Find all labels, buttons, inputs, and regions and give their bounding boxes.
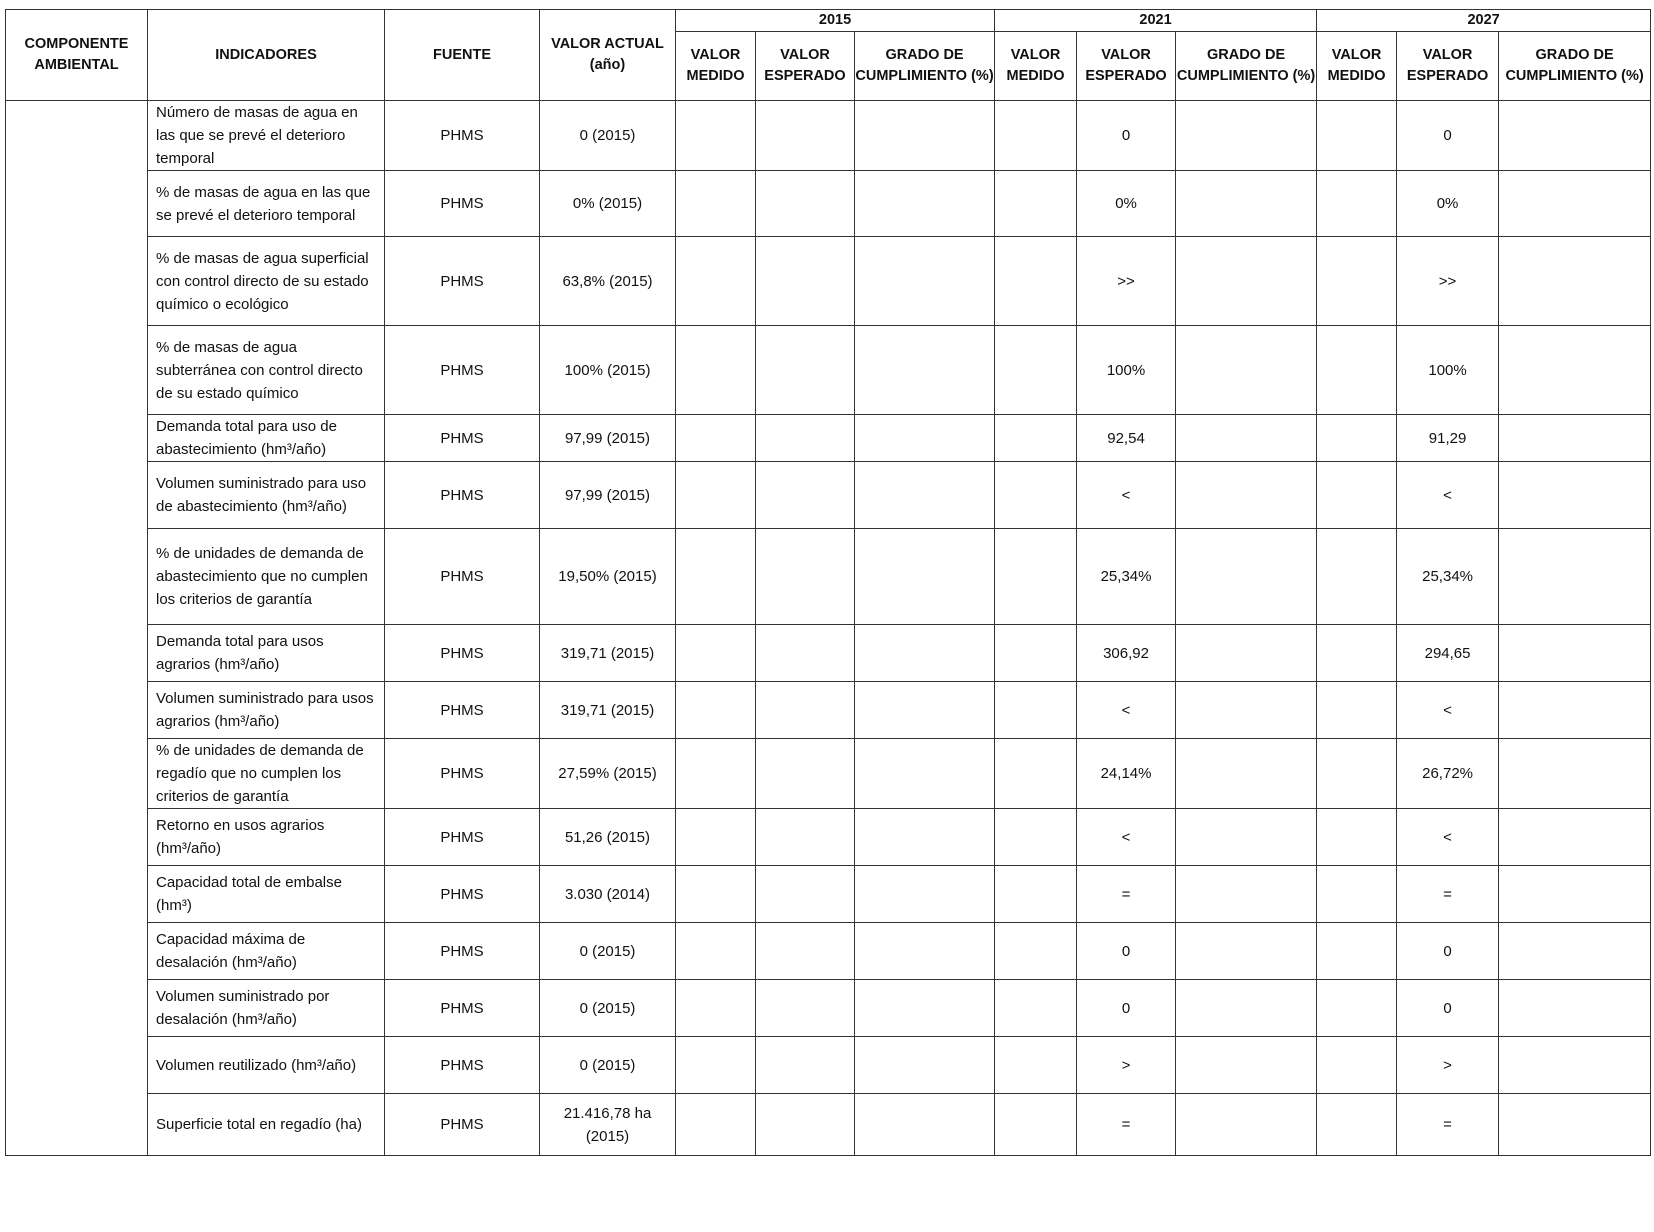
cell-2015-esperado	[756, 237, 855, 326]
header-year-2027: 2027	[1317, 10, 1651, 32]
cell-indicador: Número de masas de agua en las que se prevé el deterioro temporal	[148, 101, 385, 171]
cell-2027-esperado: 26,72%	[1397, 739, 1499, 809]
cell-2021-medido	[995, 171, 1077, 237]
cell-indicador: Demanda total para usos agrarios (hm³/año)	[148, 625, 385, 682]
cell-2015-grado	[855, 101, 995, 171]
cell-2015-esperado	[756, 1037, 855, 1094]
cell-2021-medido	[995, 866, 1077, 923]
cell-2015-esperado	[756, 529, 855, 625]
cell-2021-esperado: >	[1077, 1037, 1176, 1094]
cell-2015-medido	[676, 866, 756, 923]
cell-2027-medido	[1317, 237, 1397, 326]
cell-indicador: Volumen suministrado para uso de abastecimiento (hm³/año)	[148, 462, 385, 529]
cell-2027-medido	[1317, 866, 1397, 923]
header-grado-cumplimiento: GRADO DE CUMPLIMIENTO (%)	[855, 32, 995, 101]
cell-2027-grado	[1499, 1094, 1651, 1156]
cell-fuente: PHMS	[385, 101, 540, 171]
cell-2027-medido	[1317, 462, 1397, 529]
header-valor-esperado: VALOR ESPERADO	[1397, 32, 1499, 101]
cell-2027-medido	[1317, 625, 1397, 682]
cell-valor-actual: 0 (2015)	[540, 980, 676, 1037]
cell-2027-grado	[1499, 237, 1651, 326]
cell-2027-esperado: 91,29	[1397, 415, 1499, 462]
cell-2015-esperado	[756, 625, 855, 682]
cell-valor-actual: 319,71 (2015)	[540, 625, 676, 682]
cell-2015-medido	[676, 1094, 756, 1156]
table-row	[6, 1094, 1651, 1156]
cell-2027-medido	[1317, 415, 1397, 462]
cell-fuente: PHMS	[385, 415, 540, 462]
cell-2021-medido	[995, 682, 1077, 739]
cell-valor-actual: 51,26 (2015)	[540, 809, 676, 866]
cell-fuente: PHMS	[385, 237, 540, 326]
cell-2015-esperado	[756, 866, 855, 923]
cell-fuente: PHMS	[385, 1094, 540, 1156]
cell-2021-esperado: 306,92	[1077, 625, 1176, 682]
table-row	[6, 923, 1651, 980]
cell-2015-medido	[676, 101, 756, 171]
cell-2021-medido	[995, 1094, 1077, 1156]
cell-componente	[6, 101, 148, 1156]
cell-2015-medido	[676, 682, 756, 739]
cell-2027-esperado: 100%	[1397, 326, 1499, 415]
cell-2021-grado	[1176, 1037, 1317, 1094]
cell-2021-medido	[995, 625, 1077, 682]
cell-2015-esperado	[756, 462, 855, 529]
cell-2027-grado	[1499, 682, 1651, 739]
cell-indicador: % de unidades de demanda de regadío que no cumplen los criterios de garantía	[148, 739, 385, 809]
table-row	[6, 682, 1651, 739]
cell-2021-medido	[995, 1037, 1077, 1094]
cell-indicador: Volumen reutilizado (hm³/año)	[148, 1037, 385, 1094]
cell-2021-medido	[995, 326, 1077, 415]
cell-2015-grado	[855, 866, 995, 923]
cell-valor-actual: 97,99 (2015)	[540, 462, 676, 529]
cell-2021-medido	[995, 462, 1077, 529]
cell-2021-grado	[1176, 462, 1317, 529]
cell-2021-medido	[995, 923, 1077, 980]
cell-2015-medido	[676, 171, 756, 237]
cell-2027-grado	[1499, 625, 1651, 682]
cell-2027-esperado: <	[1397, 809, 1499, 866]
cell-2015-esperado	[756, 980, 855, 1037]
cell-2015-medido	[676, 980, 756, 1037]
cell-2021-esperado: <	[1077, 462, 1176, 529]
cell-fuente: PHMS	[385, 625, 540, 682]
cell-fuente: PHMS	[385, 529, 540, 625]
cell-2015-esperado	[756, 923, 855, 980]
cell-2027-grado	[1499, 462, 1651, 529]
cell-2027-esperado: 25,34%	[1397, 529, 1499, 625]
cell-2021-medido	[995, 809, 1077, 866]
cell-2015-medido	[676, 529, 756, 625]
cell-2015-medido	[676, 462, 756, 529]
cell-2015-grado	[855, 529, 995, 625]
cell-2015-esperado	[756, 739, 855, 809]
cell-2027-medido	[1317, 980, 1397, 1037]
table-row	[6, 809, 1651, 866]
cell-2027-grado	[1499, 923, 1651, 980]
cell-valor-actual: 100% (2015)	[540, 326, 676, 415]
cell-valor-actual: 0% (2015)	[540, 171, 676, 237]
cell-2027-esperado: <	[1397, 682, 1499, 739]
header-grado-cumplimiento: GRADO DE CUMPLIMIENTO (%)	[1176, 32, 1317, 101]
cell-indicador: Retorno en usos agrarios (hm³/año)	[148, 809, 385, 866]
cell-2015-grado	[855, 625, 995, 682]
table-row	[6, 326, 1651, 415]
header-valor-medido: VALOR MEDIDO	[1317, 32, 1397, 101]
cell-2021-esperado: <	[1077, 682, 1176, 739]
cell-2021-grado	[1176, 809, 1317, 866]
cell-2027-grado	[1499, 415, 1651, 462]
cell-2015-grado	[855, 326, 995, 415]
cell-2021-grado	[1176, 923, 1317, 980]
cell-indicador: % de masas de agua subterránea con control directo de su estado químico	[148, 326, 385, 415]
header-valor-actual: VALOR ACTUAL (año)	[540, 10, 676, 101]
cell-2015-medido	[676, 415, 756, 462]
cell-2027-medido	[1317, 326, 1397, 415]
cell-valor-actual: 0 (2015)	[540, 923, 676, 980]
cell-valor-actual: 0 (2015)	[540, 101, 676, 171]
cell-2021-esperado: 0	[1077, 980, 1176, 1037]
cell-2015-grado	[855, 980, 995, 1037]
cell-2027-esperado: 0	[1397, 101, 1499, 171]
cell-2021-grado	[1176, 237, 1317, 326]
cell-indicador: % de masas de agua superficial con control directo de su estado químico o ecológico	[148, 237, 385, 326]
header-fuente: FUENTE	[385, 10, 540, 101]
cell-2015-grado	[855, 682, 995, 739]
table-row	[6, 739, 1651, 809]
table-row	[6, 529, 1651, 625]
cell-2021-grado	[1176, 625, 1317, 682]
cell-2015-grado	[855, 1037, 995, 1094]
cell-indicador: Capacidad máxima de desalación (hm³/año)	[148, 923, 385, 980]
cell-2027-grado	[1499, 1037, 1651, 1094]
table-row	[6, 171, 1651, 237]
cell-2021-grado	[1176, 980, 1317, 1037]
cell-2027-medido	[1317, 809, 1397, 866]
cell-indicador: Demanda total para uso de abastecimiento (hm³/año)	[148, 415, 385, 462]
cell-valor-actual: 63,8% (2015)	[540, 237, 676, 326]
cell-2021-esperado: <	[1077, 809, 1176, 866]
cell-2027-esperado: 0%	[1397, 171, 1499, 237]
cell-2021-medido	[995, 529, 1077, 625]
cell-2021-esperado: 92,54	[1077, 415, 1176, 462]
cell-2021-grado	[1176, 171, 1317, 237]
cell-valor-actual: 3.030 (2014)	[540, 866, 676, 923]
cell-2027-grado	[1499, 809, 1651, 866]
table-row	[6, 237, 1651, 326]
cell-2015-esperado	[756, 809, 855, 866]
cell-2021-esperado: 0%	[1077, 171, 1176, 237]
header-componente: COMPONENTE AMBIENTAL	[6, 10, 148, 101]
cell-2015-medido	[676, 326, 756, 415]
cell-valor-actual: 21.416,78 ha (2015)	[540, 1094, 676, 1156]
cell-2027-esperado: 0	[1397, 923, 1499, 980]
cell-fuente: PHMS	[385, 866, 540, 923]
cell-2015-medido	[676, 1037, 756, 1094]
cell-indicador: % de unidades de demanda de abastecimiento que no cumplen los criterios de garantía	[148, 529, 385, 625]
cell-2021-esperado: 25,34%	[1077, 529, 1176, 625]
cell-2021-esperado: >>	[1077, 237, 1176, 326]
cell-2015-medido	[676, 923, 756, 980]
cell-2027-grado	[1499, 980, 1651, 1037]
cell-2027-esperado: 294,65	[1397, 625, 1499, 682]
cell-2027-grado	[1499, 101, 1651, 171]
table-row	[6, 980, 1651, 1037]
cell-2027-esperado: >>	[1397, 237, 1499, 326]
cell-2015-esperado	[756, 326, 855, 415]
cell-2015-medido	[676, 739, 756, 809]
cell-2027-medido	[1317, 1094, 1397, 1156]
table-row	[6, 415, 1651, 462]
cell-indicador: % de masas de agua en las que se prevé el deterioro temporal	[148, 171, 385, 237]
cell-2027-esperado: =	[1397, 1094, 1499, 1156]
cell-2027-grado	[1499, 866, 1651, 923]
cell-2021-medido	[995, 739, 1077, 809]
cell-2015-esperado	[756, 682, 855, 739]
cell-2021-esperado: =	[1077, 1094, 1176, 1156]
cell-2027-medido	[1317, 923, 1397, 980]
header-valor-esperado: VALOR ESPERADO	[756, 32, 855, 101]
cell-fuente: PHMS	[385, 462, 540, 529]
header-valor-medido: VALOR MEDIDO	[995, 32, 1077, 101]
cell-2021-grado	[1176, 415, 1317, 462]
header-valor-esperado: VALOR ESPERADO	[1077, 32, 1176, 101]
cell-2021-grado	[1176, 529, 1317, 625]
cell-2015-esperado	[756, 415, 855, 462]
cell-2015-grado	[855, 171, 995, 237]
cell-2027-grado	[1499, 739, 1651, 809]
cell-2015-grado	[855, 462, 995, 529]
cell-2027-esperado: 0	[1397, 980, 1499, 1037]
header-year-2015: 2015	[676, 10, 995, 32]
table-row	[6, 101, 1651, 171]
cell-2021-grado	[1176, 326, 1317, 415]
cell-fuente: PHMS	[385, 739, 540, 809]
cell-2027-medido	[1317, 171, 1397, 237]
header-year-2021: 2021	[995, 10, 1317, 32]
cell-2027-grado	[1499, 171, 1651, 237]
cell-2021-grado	[1176, 682, 1317, 739]
cell-2015-medido	[676, 809, 756, 866]
cell-2027-medido	[1317, 1037, 1397, 1094]
cell-valor-actual: 319,71 (2015)	[540, 682, 676, 739]
cell-fuente: PHMS	[385, 326, 540, 415]
cell-2015-esperado	[756, 101, 855, 171]
cell-2021-medido	[995, 980, 1077, 1037]
cell-2021-medido	[995, 415, 1077, 462]
cell-2015-grado	[855, 415, 995, 462]
cell-2015-grado	[855, 923, 995, 980]
cell-indicador: Volumen suministrado por desalación (hm³/año)	[148, 980, 385, 1037]
cell-2027-medido	[1317, 101, 1397, 171]
cell-fuente: PHMS	[385, 980, 540, 1037]
cell-2021-grado	[1176, 739, 1317, 809]
cell-indicador: Capacidad total de embalse (hm³)	[148, 866, 385, 923]
cell-valor-actual: 19,50% (2015)	[540, 529, 676, 625]
cell-2015-grado	[855, 809, 995, 866]
cell-2015-medido	[676, 237, 756, 326]
cell-2021-esperado: 100%	[1077, 326, 1176, 415]
cell-2027-medido	[1317, 682, 1397, 739]
cell-2027-medido	[1317, 529, 1397, 625]
cell-fuente: PHMS	[385, 923, 540, 980]
cell-2027-esperado: >	[1397, 1037, 1499, 1094]
table-row	[6, 1037, 1651, 1094]
cell-2021-medido	[995, 101, 1077, 171]
cell-2015-esperado	[756, 171, 855, 237]
cell-valor-actual: 0 (2015)	[540, 1037, 676, 1094]
cell-2021-esperado: 0	[1077, 101, 1176, 171]
cell-indicador: Volumen suministrado para usos agrarios (hm³/año)	[148, 682, 385, 739]
table-row	[6, 866, 1651, 923]
cell-2027-grado	[1499, 529, 1651, 625]
cell-indicador: Superficie total en regadío (ha)	[148, 1094, 385, 1156]
header-valor-medido: VALOR MEDIDO	[676, 32, 756, 101]
cell-fuente: PHMS	[385, 809, 540, 866]
cell-fuente: PHMS	[385, 171, 540, 237]
cell-2021-esperado: 24,14%	[1077, 739, 1176, 809]
header-grado-cumplimiento: GRADO DE CUMPLIMIENTO (%)	[1499, 32, 1651, 101]
header-indicadores: INDICADORES	[148, 10, 385, 101]
table-row	[6, 462, 1651, 529]
cell-2021-grado	[1176, 101, 1317, 171]
cell-2015-medido	[676, 625, 756, 682]
cell-2015-grado	[855, 1094, 995, 1156]
table-row	[6, 625, 1651, 682]
cell-2015-grado	[855, 739, 995, 809]
cell-2021-medido	[995, 237, 1077, 326]
cell-valor-actual: 97,99 (2015)	[540, 415, 676, 462]
cell-2027-esperado: =	[1397, 866, 1499, 923]
indicators-table	[5, 9, 1651, 1156]
cell-fuente: PHMS	[385, 682, 540, 739]
cell-2021-esperado: 0	[1077, 923, 1176, 980]
cell-2021-grado	[1176, 866, 1317, 923]
cell-2027-medido	[1317, 739, 1397, 809]
cell-fuente: PHMS	[385, 1037, 540, 1094]
cell-2027-grado	[1499, 326, 1651, 415]
cell-2015-esperado	[756, 1094, 855, 1156]
cell-2015-grado	[855, 237, 995, 326]
cell-2027-esperado: <	[1397, 462, 1499, 529]
cell-2021-grado	[1176, 1094, 1317, 1156]
cell-valor-actual: 27,59% (2015)	[540, 739, 676, 809]
cell-2021-esperado: =	[1077, 866, 1176, 923]
